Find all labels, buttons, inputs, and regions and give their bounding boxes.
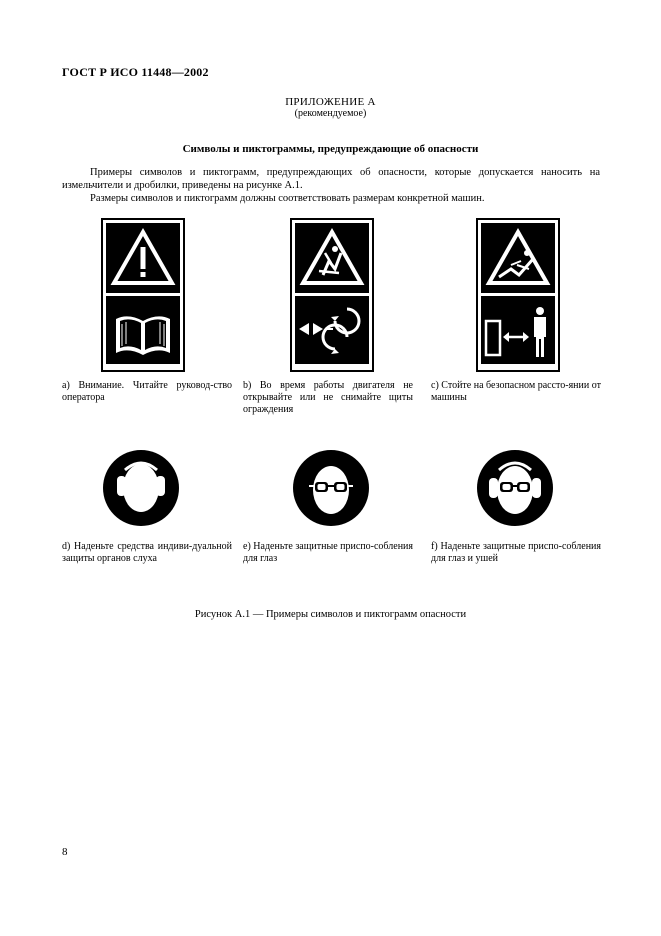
warning-read-manual-sign	[101, 218, 185, 372]
page-number: 8	[62, 846, 68, 858]
caption-d: d) Наденьте средства индиви-дуальной защиты органов слуха	[62, 541, 232, 564]
caption-c: c) Стойте на безопасном рассто-янии от машины	[431, 380, 601, 403]
ear-protection-icon	[103, 450, 179, 526]
caption-a: а) Внимание. Читайте руковод-ство оператора	[62, 380, 232, 403]
appendix-subtitle: (рекомендуемое)	[294, 108, 367, 119]
warning-read-manual-icon	[106, 223, 180, 364]
caption-b: b) Во время работы двигателя не открывайте или не снимайте щиты ограждения	[243, 380, 413, 415]
eye-ear-protection-sign	[477, 450, 553, 526]
caption-e: e) Наденьте защитные приспо-собления для глаз	[243, 541, 413, 564]
figure-caption: Рисунок А.1 — Примеры символов и пиктограмм опасности	[194, 609, 467, 620]
warning-keep-distance-icon	[481, 223, 555, 364]
document-code: ГОСТ Р ИСО 11448—2002	[62, 65, 209, 79]
appendix-title: ПРИЛОЖЕНИЕ А	[285, 96, 376, 108]
ear-protection-sign	[103, 450, 179, 526]
warning-rotating-parts-sign	[290, 218, 374, 372]
eye-ear-protection-icon	[477, 450, 553, 526]
paragraph-1: Примеры символов и пиктограмм, предупреждающих об опасности, которые допускается наносить на измельчители и дробилки, приведены на рисунке А.1.	[62, 167, 600, 191]
warning-keep-distance-sign	[476, 218, 560, 372]
paragraph-2: Размеры символов и пиктограмм должны соответствовать размерам конкретной машин.	[90, 193, 485, 204]
warning-rotating-parts-icon	[295, 223, 369, 364]
section-title: Символы и пиктограммы, предупреждающие об опасности	[182, 143, 479, 155]
eye-protection-icon	[293, 450, 369, 526]
eye-protection-sign	[293, 450, 369, 526]
caption-f: f) Наденьте защитные приспо-собления для глаз и ушей	[431, 541, 601, 564]
